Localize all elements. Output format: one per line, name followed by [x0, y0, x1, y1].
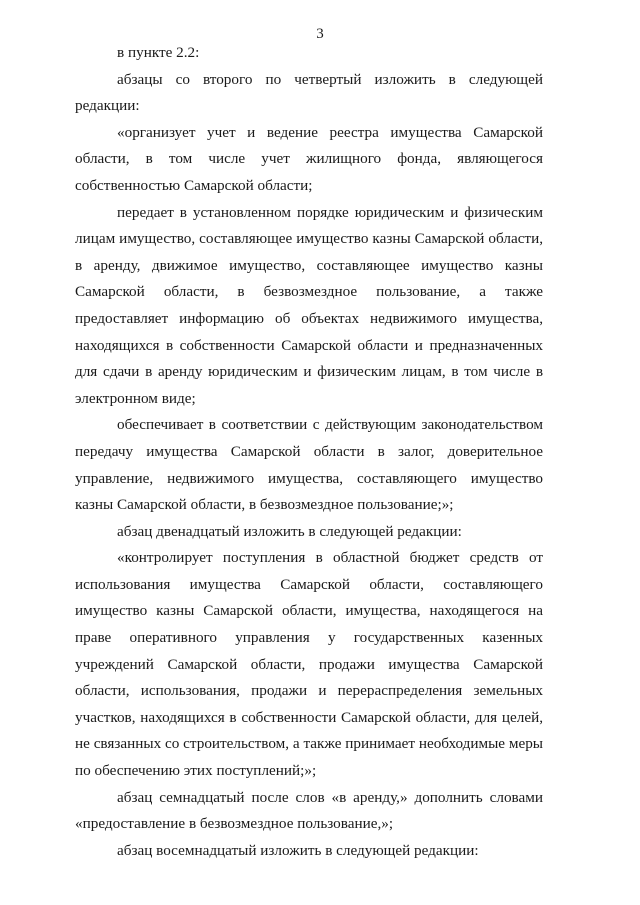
- paragraph: «контролирует поступления в областной бюджет средств от использования имущества Самарской области, составляющего имущество казны Самарской области, имущества, находящегося на праве оперативного управления у государственных казенных учреждений Самарской области, продажи имущества Самарской области, использования, продажи и перераспределения земельных участков, находящихся в собственности Самарской области, для целей, не связанных со строительством, а также принимает необходимые меры по обеспечению этих поступлений;»;: [75, 549, 543, 780]
- document-body: [75, 40, 543, 864]
- paragraph: абзацы со второго по четвертый изложить в следующей редакции:: [75, 70, 543, 115]
- paragraph: абзац восемнадцатый изложить в следующей редакции:: [117, 841, 479, 859]
- paragraph: передает в установленном порядке юридическим и физическим лицам имущество, составляющее имущество казны Самарской области, в аренду, движимое имущество, составляющее имущество казны Самарской области, в безвозмездное пользование, а также предоставляет информацию об объектах недвижимого имущества, находящихся в собственности Самарской области и предназначенных для сдачи в аренду юридическим и физическим лицам, в том числе в электронном виде;: [75, 203, 543, 407]
- paragraph: в пункте 2.2:: [117, 44, 200, 61]
- paragraph: «организует учет и ведение реестра имущества Самарской области, в том числе учет жилищного фонда, являющегося собственностью Самарской области;: [75, 123, 543, 194]
- page-number: 3: [316, 26, 324, 42]
- paragraph: абзац семнадцатый после слов «в аренду,» дополнить словами «предоставление в безвозмездное пользование,»;: [75, 788, 543, 833]
- paragraph: абзац двенадцатый изложить в следующей редакции:: [117, 522, 462, 540]
- paragraph: обеспечивает в соответствии с действующим законодательством передачу имущества Самарской области в залог, доверительное управление, недвижимого имущества, составляющего имущество казны Самарской области, в безвозмездное пользование;»;: [75, 416, 543, 514]
